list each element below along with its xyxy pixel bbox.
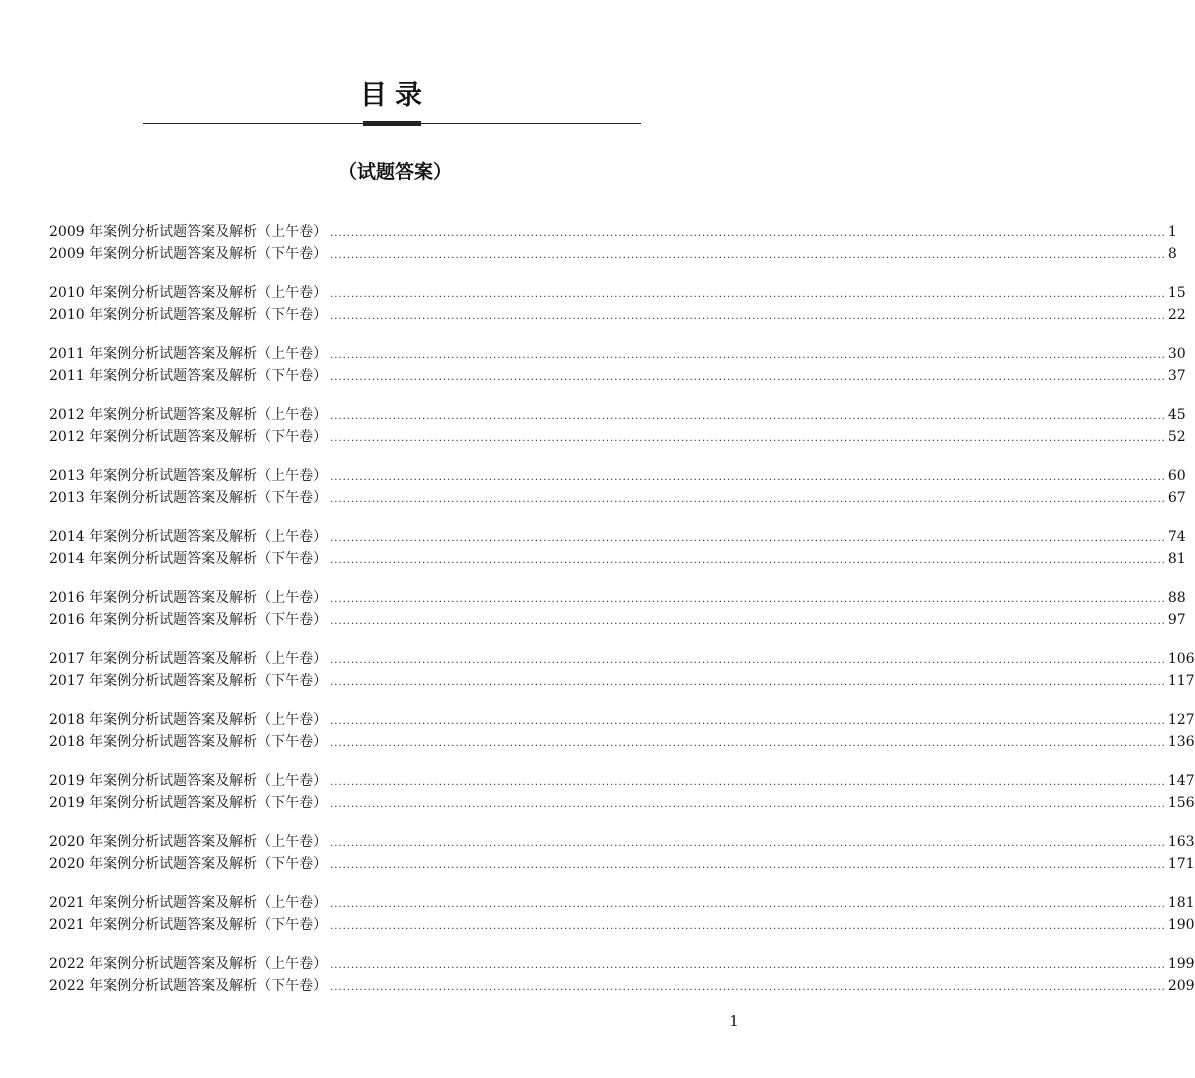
- toc-entry[interactable]: [49, 709, 1195, 731]
- toc-entry[interactable]: [49, 609, 1186, 631]
- toc-entry-label: 2014 年案例分析试题答案及解析（上午卷）: [49, 529, 328, 545]
- toc-group: [49, 892, 1195, 936]
- toc-entry-label: 2019 年案例分析试题答案及解析（下午卷）: [49, 795, 328, 811]
- toc-entry-page: 163: [1167, 834, 1195, 850]
- toc-entry-page: 106: [1167, 651, 1195, 667]
- toc-dot-leader: ........................................................................................................................................................................................................: [330, 716, 1166, 727]
- toc-entry-page: 37: [1167, 368, 1186, 384]
- toc-dot-leader: ........................................................................................................................................................................................................: [330, 921, 1166, 932]
- toc-entry-page: 190: [1167, 917, 1195, 933]
- toc-entry-label: 2018 年案例分析试题答案及解析（下午卷）: [49, 734, 328, 750]
- toc-dot-leader: ........................................................................................................................................................................................................: [330, 838, 1166, 849]
- toc-dot-leader: ........................................................................................................................................................................................................: [330, 777, 1166, 788]
- toc-entry-page: 117: [1167, 673, 1195, 689]
- section-heading: （试题答案）: [337, 161, 452, 183]
- toc-entry-page: 1: [1167, 224, 1177, 240]
- page-number: 1: [729, 1012, 739, 1030]
- toc-entry-page: 8: [1167, 246, 1177, 262]
- toc-entry-label: 2012 年案例分析试题答案及解析（上午卷）: [49, 407, 328, 423]
- toc-entry-label: 2012 年案例分析试题答案及解析（下午卷）: [49, 429, 328, 445]
- toc-group: [49, 282, 1186, 326]
- toc-entry-page: 171: [1167, 856, 1195, 872]
- toc-entry-label: 2014 年案例分析试题答案及解析（下午卷）: [49, 551, 328, 567]
- toc-entry-page: 81: [1167, 551, 1186, 567]
- title-rule-accent: [363, 121, 421, 126]
- toc-entry-page: 30: [1167, 346, 1186, 362]
- page-title: 目录: [360, 80, 430, 111]
- toc-entry[interactable]: [49, 526, 1186, 548]
- toc-entry-page: 127: [1167, 712, 1195, 728]
- toc-entry-page: 22: [1167, 307, 1186, 323]
- toc-entry[interactable]: [49, 465, 1186, 487]
- toc-group: [49, 221, 1177, 265]
- toc-group: [49, 465, 1186, 509]
- toc-entry-label: 2013 年案例分析试题答案及解析（上午卷）: [49, 468, 328, 484]
- toc-group: [49, 526, 1186, 570]
- toc-entry-page: 15: [1167, 285, 1186, 301]
- toc-entry-page: 45: [1167, 407, 1186, 423]
- toc-group: [49, 709, 1195, 753]
- toc-entry-label: 2009 年案例分析试题答案及解析（上午卷）: [49, 224, 328, 240]
- toc-entry[interactable]: [49, 975, 1195, 997]
- toc-entry[interactable]: [49, 914, 1195, 936]
- toc-entry[interactable]: [49, 770, 1195, 792]
- toc-dot-leader: ........................................................................................................................................................................................................: [330, 555, 1166, 566]
- toc-entry-label: 2016 年案例分析试题答案及解析（下午卷）: [49, 612, 328, 628]
- toc-dot-leader: ........................................................................................................................................................................................................: [330, 899, 1166, 910]
- toc-entry[interactable]: [49, 648, 1195, 670]
- toc-entry-page: 199: [1167, 956, 1195, 972]
- toc-entry-page: 181: [1167, 895, 1195, 911]
- toc-dot-leader: ........................................................................................................................................................................................................: [330, 311, 1166, 322]
- toc-entry[interactable]: [49, 282, 1186, 304]
- toc-group: [49, 831, 1195, 875]
- toc-entry-page: 60: [1167, 468, 1186, 484]
- toc-dot-leader: ........................................................................................................................................................................................................: [330, 411, 1166, 422]
- toc-group: [49, 648, 1195, 692]
- toc-entry[interactable]: [49, 365, 1186, 387]
- toc-entry[interactable]: [49, 243, 1177, 265]
- toc-dot-leader: ........................................................................................................................................................................................................: [330, 960, 1166, 971]
- toc-entry-page: 74: [1167, 529, 1186, 545]
- toc-entry-label: 2010 年案例分析试题答案及解析（上午卷）: [49, 285, 328, 301]
- toc-entry-label: 2020 年案例分析试题答案及解析（上午卷）: [49, 834, 328, 850]
- toc-dot-leader: ........................................................................................................................................................................................................: [330, 655, 1166, 666]
- toc-entry-label: 2021 年案例分析试题答案及解析（上午卷）: [49, 895, 328, 911]
- toc-dot-leader: ........................................................................................................................................................................................................: [330, 677, 1166, 688]
- toc-group: [49, 343, 1186, 387]
- toc-dot-leader: ........................................................................................................................................................................................................: [330, 860, 1166, 871]
- toc-entry[interactable]: [49, 892, 1195, 914]
- toc-dot-leader: ........................................................................................................................................................................................................: [330, 533, 1166, 544]
- toc-dot-leader: ........................................................................................................................................................................................................: [330, 594, 1166, 605]
- toc-dot-leader: ........................................................................................................................................................................................................: [330, 982, 1166, 993]
- toc-dot-leader: ........................................................................................................................................................................................................: [330, 228, 1166, 239]
- toc-entry[interactable]: [49, 953, 1195, 975]
- toc-entry-label: 2017 年案例分析试题答案及解析（上午卷）: [49, 651, 328, 667]
- toc-entry-label: 2009 年案例分析试题答案及解析（下午卷）: [49, 246, 328, 262]
- toc-entry-label: 2010 年案例分析试题答案及解析（下午卷）: [49, 307, 328, 323]
- toc-group: [49, 404, 1186, 448]
- toc-dot-leader: ........................................................................................................................................................................................................: [330, 472, 1166, 483]
- toc-entry-page: 156: [1167, 795, 1195, 811]
- toc-entry-label: 2013 年案例分析试题答案及解析（下午卷）: [49, 490, 328, 506]
- toc-entry-label: 2019 年案例分析试题答案及解析（上午卷）: [49, 773, 328, 789]
- toc-dot-leader: ........................................................................................................................................................................................................: [330, 799, 1166, 810]
- toc-entry[interactable]: [49, 548, 1186, 570]
- toc-entry-label: 2011 年案例分析试题答案及解析（下午卷）: [49, 368, 328, 384]
- toc-entry-label: 2021 年案例分析试题答案及解析（下午卷）: [49, 917, 328, 933]
- toc-dot-leader: ........................................................................................................................................................................................................: [330, 289, 1166, 300]
- toc-entry[interactable]: [49, 792, 1195, 814]
- toc-entry-label: 2011 年案例分析试题答案及解析（上午卷）: [49, 346, 328, 362]
- toc-dot-leader: ........................................................................................................................................................................................................: [330, 250, 1166, 261]
- toc-entry-page: 67: [1167, 490, 1186, 506]
- toc-entry[interactable]: [49, 221, 1177, 243]
- toc-entry[interactable]: [49, 731, 1195, 753]
- toc-entry[interactable]: [49, 404, 1186, 426]
- toc-entry-label: 2022 年案例分析试题答案及解析（上午卷）: [49, 956, 328, 972]
- toc-group: [49, 953, 1195, 997]
- toc-entry[interactable]: [49, 670, 1195, 692]
- toc-group: [49, 587, 1186, 631]
- toc-entry-page: 209: [1167, 978, 1195, 994]
- toc-entry-page: 97: [1167, 612, 1186, 628]
- toc-dot-leader: ........................................................................................................................................................................................................: [330, 494, 1166, 505]
- toc-dot-leader: ........................................................................................................................................................................................................: [330, 616, 1166, 627]
- toc-entry[interactable]: [49, 587, 1186, 609]
- toc-entry[interactable]: [49, 343, 1186, 365]
- toc-entry-page: 52: [1167, 429, 1186, 445]
- toc-entry-label: 2017 年案例分析试题答案及解析（下午卷）: [49, 673, 328, 689]
- toc-entry[interactable]: [49, 487, 1186, 509]
- toc-dot-leader: ........................................................................................................................................................................................................: [330, 350, 1166, 361]
- toc-entry[interactable]: [49, 426, 1186, 448]
- toc-entry-page: 147: [1167, 773, 1195, 789]
- table-of-contents: [49, 221, 1195, 1014]
- toc-dot-leader: ........................................................................................................................................................................................................: [330, 738, 1166, 749]
- toc-entry-page: 136: [1167, 734, 1195, 750]
- toc-entry[interactable]: [49, 831, 1195, 853]
- toc-dot-leader: ........................................................................................................................................................................................................: [330, 433, 1166, 444]
- toc-group: [49, 770, 1195, 814]
- toc-entry-page: 88: [1167, 590, 1186, 606]
- toc-entry[interactable]: [49, 304, 1186, 326]
- toc-entry-label: 2020 年案例分析试题答案及解析（下午卷）: [49, 856, 328, 872]
- toc-entry[interactable]: [49, 853, 1195, 875]
- toc-dot-leader: ........................................................................................................................................................................................................: [330, 372, 1166, 383]
- toc-entry-label: 2018 年案例分析试题答案及解析（上午卷）: [49, 712, 328, 728]
- toc-entry-label: 2016 年案例分析试题答案及解析（上午卷）: [49, 590, 328, 606]
- toc-entry-label: 2022 年案例分析试题答案及解析（下午卷）: [49, 978, 328, 994]
